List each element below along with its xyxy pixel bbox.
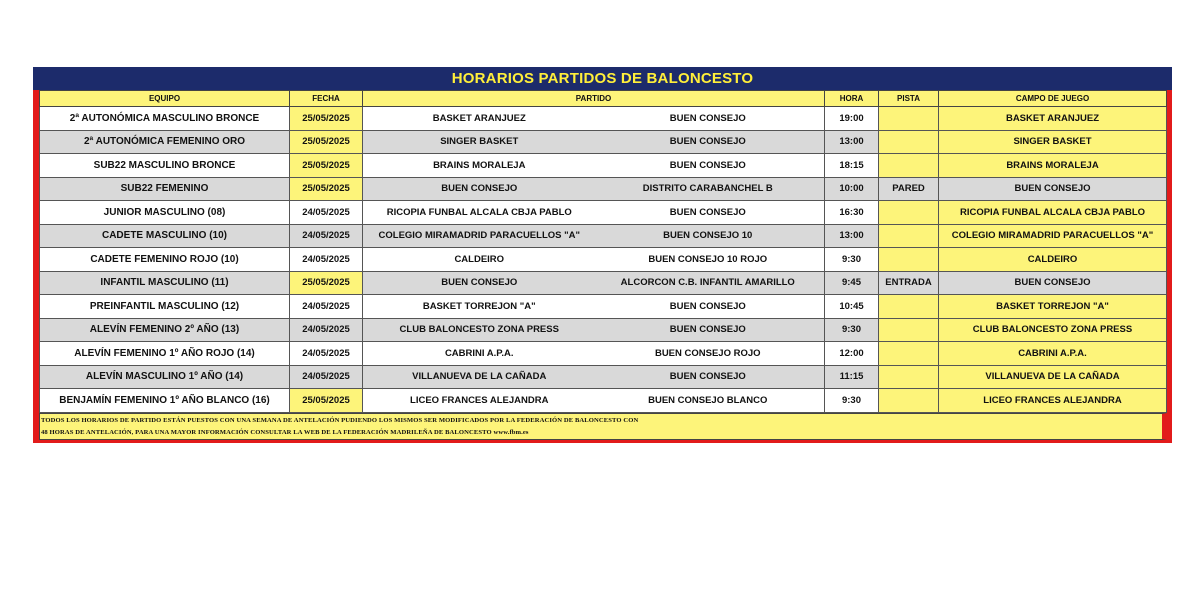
cell-fecha: 24/05/2025	[290, 365, 363, 389]
cell-hora: 18:15	[825, 154, 879, 178]
cell-pista	[879, 201, 939, 225]
cell-partido	[363, 130, 825, 154]
footer-note	[39, 413, 1167, 440]
away-team: BUEN CONSEJO BLANCO	[648, 394, 768, 406]
cell-campo: BASKET ARANJUEZ	[939, 107, 1167, 131]
table-row	[40, 295, 1167, 319]
cell-pista	[879, 107, 939, 131]
home-team: VILLANUEVA DE LA CAÑADA	[412, 371, 547, 383]
away-team: BUEN CONSEJO	[669, 206, 746, 218]
cell-fecha: 25/05/2025	[290, 177, 363, 201]
cell-pista	[879, 154, 939, 178]
table-row	[40, 365, 1167, 389]
header-hora: HORA	[825, 91, 879, 107]
cell-hora: 16:30	[825, 201, 879, 225]
away-team: BUEN CONSEJO	[669, 300, 746, 312]
cell-hora: 9:30	[825, 389, 879, 413]
cell-campo: BASKET TORREJON "A"	[939, 295, 1167, 319]
cell-hora: 10:00	[825, 177, 879, 201]
cell-pista	[879, 295, 939, 319]
cell-equipo: SUB22 FEMENINO	[40, 177, 290, 201]
cell-fecha: 24/05/2025	[290, 224, 363, 248]
cell-partido	[363, 154, 825, 178]
away-team: ALCORCON C.B. INFANTIL AMARILLO	[620, 277, 795, 289]
away-team: BUEN CONSEJO	[669, 159, 746, 171]
table-row	[40, 130, 1167, 154]
cell-campo: VILLANUEVA DE LA CAÑADA	[939, 365, 1167, 389]
cell-hora: 9:30	[825, 248, 879, 272]
away-team: DISTRITO CARABANCHEL B	[642, 183, 773, 195]
cell-fecha: 25/05/2025	[290, 154, 363, 178]
footer-line-2-text: 48 HORAS DE ANTELACIÓN, PARA UNA MAYOR INFORMACIÓN CONSULTAR LA WEB DE LA FEDERACIÓN MADRILEÑA DE BALONCESTO	[41, 428, 492, 436]
schedule-sheet	[33, 67, 1172, 443]
cell-pista	[879, 224, 939, 248]
cell-partido	[363, 248, 825, 272]
home-team: BUEN CONSEJO	[441, 277, 518, 289]
cell-partido	[363, 295, 825, 319]
table-row	[40, 318, 1167, 342]
header-row	[40, 91, 1167, 107]
cell-pista	[879, 365, 939, 389]
header-equipo: EQUIPO	[40, 91, 290, 107]
cell-campo: CLUB BALONCESTO ZONA PRESS	[939, 318, 1167, 342]
table-row	[40, 271, 1167, 295]
header-pista: PISTA	[879, 91, 939, 107]
table-row	[40, 224, 1167, 248]
home-team: BASKET TORREJON "A"	[422, 300, 536, 312]
cell-fecha: 24/05/2025	[290, 295, 363, 319]
cell-fecha: 25/05/2025	[290, 107, 363, 131]
cell-equipo: BENJAMÍN FEMENINO 1º AÑO BLANCO (16)	[40, 389, 290, 413]
cell-partido	[363, 365, 825, 389]
cell-campo: LICEO FRANCES ALEJANDRA	[939, 389, 1167, 413]
cell-fecha: 24/05/2025	[290, 201, 363, 225]
cell-equipo: ALEVÍN MASCULINO 1º AÑO (14)	[40, 365, 290, 389]
cell-partido	[363, 177, 825, 201]
cell-partido	[363, 224, 825, 248]
cell-pista	[879, 130, 939, 154]
cell-partido	[363, 389, 825, 413]
cell-equipo: ALEVÍN FEMENINO 2º AÑO (13)	[40, 318, 290, 342]
home-team: BUEN CONSEJO	[441, 183, 518, 195]
cell-fecha: 24/05/2025	[290, 342, 363, 366]
home-team: CLUB BALONCESTO ZONA PRESS	[399, 324, 559, 336]
table-row	[40, 248, 1167, 272]
table-row	[40, 389, 1167, 413]
cell-campo: CABRINI A.P.A.	[939, 342, 1167, 366]
cell-campo: RICOPIA FUNBAL ALCALA CBJA PABLO	[939, 201, 1167, 225]
cell-pista: PARED	[879, 177, 939, 201]
table-row	[40, 107, 1167, 131]
cell-fecha: 25/05/2025	[290, 271, 363, 295]
cell-hora: 13:00	[825, 130, 879, 154]
cell-hora: 9:45	[825, 271, 879, 295]
cell-hora: 13:00	[825, 224, 879, 248]
home-team: SINGER BASKET	[440, 136, 519, 148]
cell-campo: BRAINS MORALEJA	[939, 154, 1167, 178]
away-team: BUEN CONSEJO	[669, 112, 746, 124]
cell-hora: 10:45	[825, 295, 879, 319]
home-team: CABRINI A.P.A.	[444, 347, 514, 359]
cell-equipo: 2ª AUTONÓMICA MASCULINO BRONCE	[40, 107, 290, 131]
cell-partido	[363, 318, 825, 342]
cell-hora: 11:15	[825, 365, 879, 389]
table-row	[40, 177, 1167, 201]
footer-line-2	[41, 427, 1162, 439]
cell-campo: CALDEIRO	[939, 248, 1167, 272]
cell-campo: COLEGIO MIRAMADRID PARACUELLOS "A"	[939, 224, 1167, 248]
home-team: LICEO FRANCES ALEJANDRA	[410, 394, 549, 406]
cell-partido	[363, 342, 825, 366]
cell-fecha: 24/05/2025	[290, 318, 363, 342]
home-team: COLEGIO MIRAMADRID PARACUELLOS "A"	[378, 230, 580, 242]
cell-campo: BUEN CONSEJO	[939, 271, 1167, 295]
cell-partido	[363, 107, 825, 131]
cell-pista	[879, 318, 939, 342]
away-team: BUEN CONSEJO 10	[663, 230, 753, 242]
cell-equipo: JUNIOR MASCULINO (08)	[40, 201, 290, 225]
header-campo: CAMPO DE JUEGO	[939, 91, 1167, 107]
home-team: BASKET ARANJUEZ	[432, 112, 526, 124]
cell-fecha: 25/05/2025	[290, 130, 363, 154]
cell-pista: ENTRADA	[879, 271, 939, 295]
away-team: BUEN CONSEJO 10 ROJO	[648, 253, 768, 265]
table-row	[40, 154, 1167, 178]
cell-campo: BUEN CONSEJO	[939, 177, 1167, 201]
cell-equipo: ALEVÍN FEMENINO 1º AÑO ROJO (14)	[40, 342, 290, 366]
home-team: BRAINS MORALEJA	[433, 159, 526, 171]
cell-pista	[879, 389, 939, 413]
header-partido: PARTIDO	[363, 91, 825, 107]
cell-fecha: 24/05/2025	[290, 248, 363, 272]
footer-line-1: TODOS LOS HORARIOS DE PARTIDO ESTÁN PUESTOS CON UNA SEMANA DE ANTELACIÓN PUDIENDO LOS MISMOS SER MODIFICADOS POR LA FEDERACIÓN DE BALONCESTO CON	[41, 416, 639, 424]
away-team: BUEN CONSEJO	[669, 324, 746, 336]
table-row	[40, 342, 1167, 366]
away-team: BUEN CONSEJO ROJO	[654, 347, 761, 359]
cell-pista	[879, 248, 939, 272]
cell-campo: SINGER BASKET	[939, 130, 1167, 154]
cell-equipo: CADETE MASCULINO (10)	[40, 224, 290, 248]
table-row	[40, 201, 1167, 225]
schedule-table	[39, 90, 1167, 413]
away-team: BUEN CONSEJO	[669, 371, 746, 383]
home-team: RICOPIA FUNBAL ALCALA CBJA PABLO	[386, 206, 572, 218]
table-frame	[33, 90, 1172, 443]
cell-hora: 12:00	[825, 342, 879, 366]
cell-equipo: PREINFANTIL MASCULINO (12)	[40, 295, 290, 319]
cell-pista	[879, 342, 939, 366]
footer-link: www.fbm.es	[493, 428, 529, 436]
cell-hora: 19:00	[825, 107, 879, 131]
cell-equipo: CADETE FEMENINO ROJO (10)	[40, 248, 290, 272]
home-team: CALDEIRO	[454, 253, 505, 265]
cell-hora: 9:30	[825, 318, 879, 342]
cell-fecha: 25/05/2025	[290, 389, 363, 413]
cell-equipo: SUB22 MASCULINO BRONCE	[40, 154, 290, 178]
cell-partido	[363, 271, 825, 295]
cell-equipo: 2ª AUTONÓMICA FEMENINO ORO	[40, 130, 290, 154]
away-team: BUEN CONSEJO	[669, 136, 746, 148]
sheet-title: HORARIOS PARTIDOS DE BALONCESTO	[33, 67, 1172, 90]
header-fecha: FECHA	[290, 91, 363, 107]
cell-partido	[363, 201, 825, 225]
cell-equipo: INFANTIL MASCULINO (11)	[40, 271, 290, 295]
